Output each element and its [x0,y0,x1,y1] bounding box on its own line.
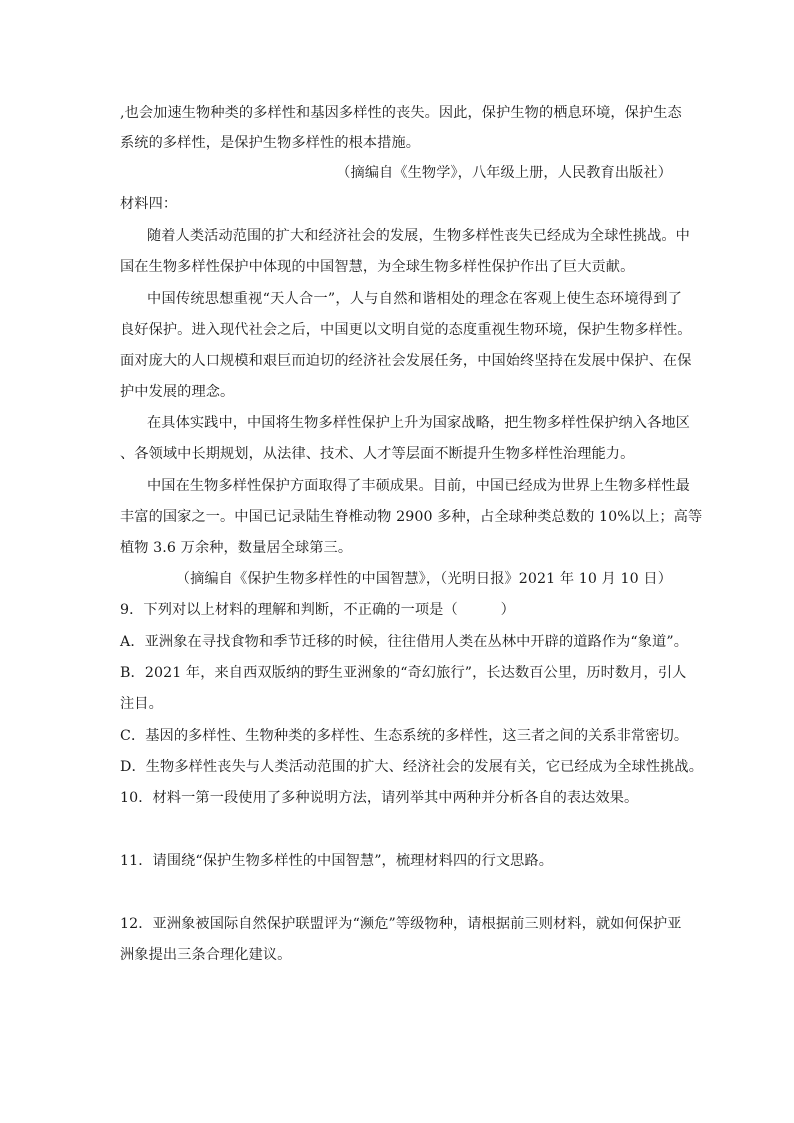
material-four-p2-line-3: 面对庞大的人口规模和艰巨而迫切的经济社会发展任务，中国始终坚持在发展中保护、在保 [120,353,692,369]
question-9-option-b-line-2: 注目。 [120,696,163,712]
question-11: 11．请围绕“保护生物多样性的中国智慧”，梳理材料四的行文思路。 [120,853,554,869]
material-four-p1-line-2: 国在生物多样性保护中体现的中国智慧，为全球生物多样性保护作出了巨大贡献。 [120,259,635,275]
question-9-option-c: C．基因的多样性、生物种类的多样性、生态系统的多样性，这三者之间的关系非常密切。 [120,728,689,744]
source-citation-biology: （摘编自《生物学》，八年级上册，人民教育出版社） [336,165,672,181]
question-10: 10．材料一第一段使用了多种说明方法，请列举其中两种并分析各自的表达效果。 [120,790,639,806]
material-four-p3-line-1: 在具体实践中，中国将生物多样性保护上升为国家战略，把生物多样性保护纳入各地区 [147,415,690,431]
question-9-option-b-line-1: B．2021 年，来自西双版纳的野生亚洲象的“奇幻旅行”，长达数百公里，历时数月，引人 [120,665,687,681]
material-four-p2-line-1: 中国传统思想重视“天人合一”，人与自然和谐相处的理念在客观上使生态环境得到了 [147,291,682,307]
question-9-stem: 9．下列对以上材料的理解和判断，不正确的一项是（ ） [120,602,515,618]
material-four-p3-line-2: 、各领域中长期规划，从法律、技术、人才等层面不断提升生物多样性治理能力。 [120,446,635,462]
continuation-line-1: ,也会加速生物种类的多样性和基因多样性的丧失。因此，保护生物的栖息环境，保护生态 [120,105,682,121]
material-four-p2-line-4: 护中发展的理念。 [120,384,235,400]
material-four-p2-line-2: 良好保护。进入现代社会之后，中国更以文明自觉的态度重视生物环境，保护生物多样性。 [120,322,692,338]
material-four-p4-line-2: 丰富的国家之一。中国已记录陆生脊椎动物 2900 多种，占全球种类总数的 10%以上；高等 [120,509,703,525]
question-9-option-d: D．生物多样性丧失与人类活动范围的扩大、经济社会的发展有关，它已经成为全球性挑战。 [120,759,703,775]
material-four-p4-line-3: 植物 3.6 万余种，数量居全球第三。 [120,540,353,556]
question-12-line-2: 洲象提出三条合理化建议。 [120,947,292,963]
question-12-line-1: 12．亚洲象被国际自然保护联盟评为“濒危”等级物种，请根据前三则材料，就如何保护亚 [120,916,682,932]
material-four-heading: 材料四： [120,196,178,212]
material-four-p1-line-1: 随着人类活动范围的扩大和经济社会的发展，生物多样性丧失已经成为全球性挑战。中 [147,228,690,244]
question-9-option-a: A．亚洲象在寻找食物和季节迁移的时候，往往借用人类在丛林中开辟的道路作为“象道”。 [120,634,688,650]
source-citation-guangming: （摘编自《保护生物多样性的中国智慧》，（光明日报》2021 年 10 月 10 日） [175,571,672,587]
material-four-p4-line-1: 中国在生物多样性保护方面取得了丰硕成果。目前，中国已经成为世界上生物多样性最 [147,478,690,494]
continuation-line-2: 系统的多样性，是保护生物多样性的根本措施。 [120,135,421,151]
